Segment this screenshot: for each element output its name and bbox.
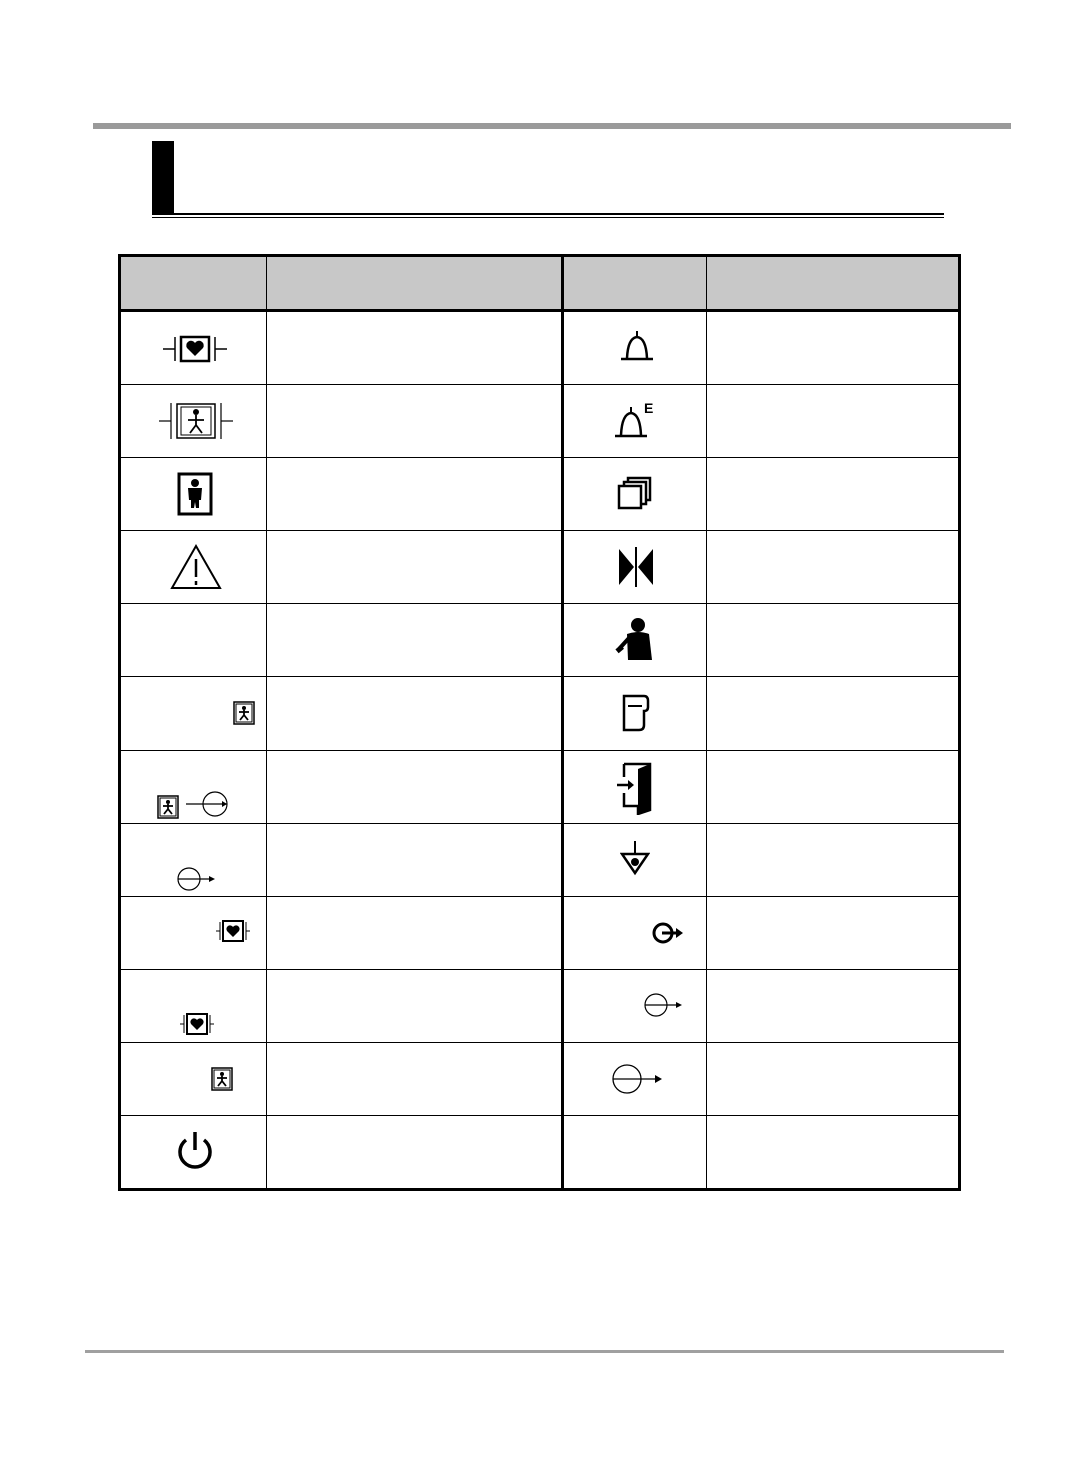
description-cell: [266, 385, 562, 458]
description-cell: [266, 1042, 562, 1115]
paper-scroll-icon: [618, 693, 652, 733]
symbols-table: [118, 254, 961, 1191]
description-cell: [707, 531, 960, 604]
symbol-cell: [562, 531, 707, 604]
symbol-cell: [120, 896, 267, 969]
output-arrow-icon: [177, 866, 217, 892]
description-cell: [266, 969, 562, 1042]
description-cell: [266, 311, 562, 385]
description-cell: [266, 750, 562, 823]
header-description-left: [266, 256, 562, 311]
symbol-cell: [562, 604, 707, 677]
type-b-applied-part-icon: [177, 472, 213, 516]
alarm-bell-e-icon: [612, 399, 658, 443]
symbol-cell: [120, 677, 267, 750]
description-cell: [266, 531, 562, 604]
description-cell: [266, 1115, 562, 1189]
table-row: [120, 823, 960, 896]
table-row: [120, 896, 960, 969]
symbol-cell: [120, 458, 267, 531]
description-cell: [707, 1115, 960, 1189]
small-heart-box-icon: [215, 919, 251, 943]
title-underline: [152, 213, 944, 215]
header-rule: [93, 123, 1011, 129]
table-row: [120, 1042, 960, 1115]
description-cell: [266, 823, 562, 896]
table-row: [120, 750, 960, 823]
description-cell: [707, 311, 960, 385]
table-header-row: [120, 256, 960, 311]
footer-rule: [85, 1350, 1004, 1353]
description-cell: [266, 458, 562, 531]
bold-output-arrow-icon: [652, 921, 684, 945]
description-cell: [707, 677, 960, 750]
small-heart-box-icon: [179, 1012, 215, 1036]
table-row: [120, 385, 960, 458]
symbol-cell: [562, 823, 707, 896]
description-cell: [266, 604, 562, 677]
symbol-cell: [120, 750, 267, 823]
equipotential-ground-icon: [620, 840, 650, 876]
header-symbol-right: [562, 256, 707, 311]
table-row: [120, 677, 960, 750]
description-cell: [707, 458, 960, 531]
stacked-windows-icon: [616, 476, 654, 512]
symbol-cell: [562, 896, 707, 969]
description-cell: [707, 823, 960, 896]
symbol-cell: [562, 1042, 707, 1115]
description-cell: [707, 385, 960, 458]
description-cell: [266, 896, 562, 969]
header-description-right: [707, 256, 960, 311]
description-cell: [707, 969, 960, 1042]
description-cell: [707, 1042, 960, 1115]
symbol-cell: [120, 604, 267, 677]
table-row: [120, 969, 960, 1042]
section-marker: [152, 141, 174, 215]
person-with-device-icon: [614, 616, 656, 662]
exit-door-icon: [616, 761, 654, 815]
description-cell: [707, 750, 960, 823]
defib-proof-bf-body-icon: [157, 401, 235, 441]
symbol-cell: [562, 750, 707, 823]
output-arrow-large-icon: [612, 1063, 664, 1095]
description-cell: [266, 677, 562, 750]
svg-text:E: E: [643, 400, 653, 417]
description-cell: [707, 896, 960, 969]
symbol-cell: [562, 969, 707, 1042]
symbol-cell: [120, 1115, 267, 1189]
symbol-cell: [120, 311, 267, 385]
header-symbol-left: [120, 256, 267, 311]
body-box-with-output-icon: [157, 791, 233, 819]
defib-proof-cf-heart-icon: [161, 334, 229, 364]
symbol-cell: [562, 1115, 707, 1189]
symbol-cell: [562, 458, 707, 531]
warning-triangle-icon: [169, 543, 223, 591]
symbol-cell: [120, 823, 267, 896]
table-row: [120, 458, 960, 531]
table-row: [120, 311, 960, 385]
small-body-box-icon: [211, 1067, 233, 1091]
symbol-cell: [562, 385, 707, 458]
alarm-bell-icon: [618, 330, 656, 366]
title-underline-thin: [152, 217, 944, 218]
small-body-box-icon: [233, 701, 255, 725]
symbol-cell: [562, 311, 707, 385]
description-cell: [707, 604, 960, 677]
symbol-cell: [562, 677, 707, 750]
symbol-cell: [120, 1042, 267, 1115]
power-button-icon: [175, 1130, 215, 1172]
bowtie-marker-icon: [616, 545, 656, 589]
symbol-cell: [120, 531, 267, 604]
table-row: [120, 604, 960, 677]
symbol-cell: [120, 385, 267, 458]
table-row: [120, 531, 960, 604]
table-row: [120, 1115, 960, 1189]
symbol-cell: [120, 969, 267, 1042]
output-arrow-icon: [644, 992, 684, 1018]
